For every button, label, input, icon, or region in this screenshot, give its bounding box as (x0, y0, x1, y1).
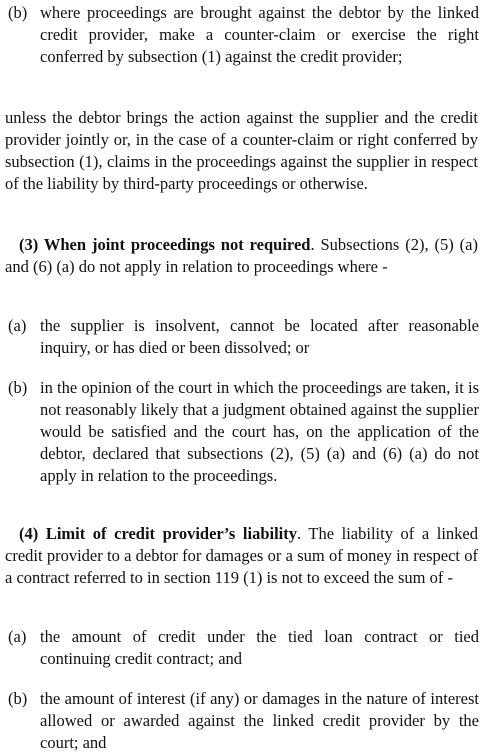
item-text: in the opinion of the court in which the proceedings are taken, it is not reasonably likely that a judgment obtained against the supplier would be satisfied and the court has, on the application of the debtor, declared that subsections (2), (5) (a) and (6) (a) do not apply in relation to the proceedings. (40, 378, 479, 485)
list-item-top-b (0, 2, 483, 68)
list-item-s3-a (0, 315, 483, 359)
section-3-heading: (3) When joint proceedings not required (19, 235, 311, 254)
item-label: (a) (8, 316, 27, 335)
list-item-s4-b (0, 688, 483, 754)
section-4-paragraph (5, 523, 478, 589)
item-label: (b) (8, 378, 28, 397)
item-text: the amount of credit under the tied loan contract or tied continuing credit contract; and (40, 627, 479, 668)
section-3-body: . Subsections (2), (5) (a) and (6) (a) do not apply in relation to proceedings where - (5, 235, 478, 276)
item-text: the amount of interest (if any) or damages in the nature of interest allowed or awarded against the linked credit provider by the court; and (40, 689, 479, 752)
list-item-s4-a (0, 626, 483, 670)
section-3-paragraph (5, 234, 478, 278)
item-label: (a) (8, 627, 27, 646)
list-item-s3-b (0, 377, 483, 487)
unless-paragraph: unless the debtor brings the action against the supplier and the credit provider jointly or, in the case of a counter-claim or right conferred by subsection (1), claims in the proceedings against the supplier in respect of the liability by third-party proceedings or otherwise. (5, 108, 478, 193)
section-4-heading: (4) Limit of credit provider’s liability (19, 524, 297, 543)
section-4-body: . The liability of a linked credit provider to a debtor for damages or a sum of money in respect of a contract referred to in section 119 (1) is not to exceed the sum of - (5, 524, 478, 587)
item-label: (b) (8, 3, 28, 22)
item-label: (b) (8, 689, 28, 708)
item-text: the supplier is insolvent, cannot be located after reasonable inquiry, or has died or been dissolved; or (40, 316, 479, 357)
item-text: where proceedings are brought against the debtor by the linked credit provider, make a counter-claim or exercise the right conferred by subsection (1) against the credit provider; (40, 3, 479, 66)
